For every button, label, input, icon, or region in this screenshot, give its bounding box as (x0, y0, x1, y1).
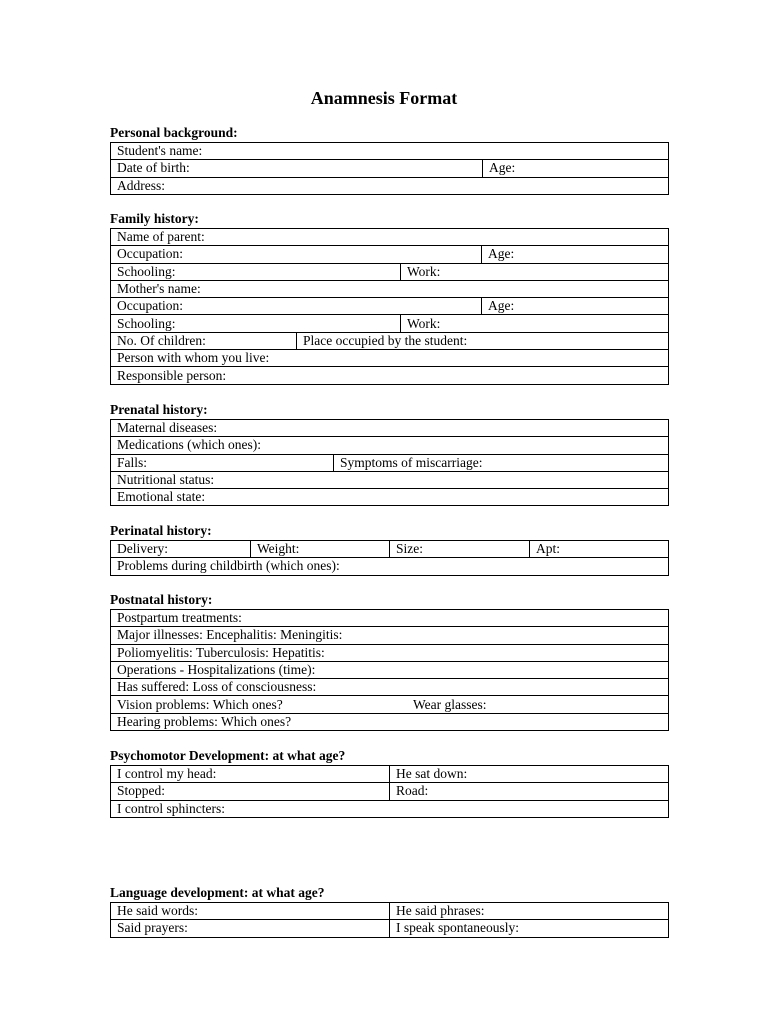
form-field[interactable] (111, 298, 482, 315)
field-label: Delivery: (117, 541, 168, 557)
form-row (111, 696, 669, 713)
field-label: Date of birth: (117, 160, 190, 176)
form-field[interactable] (111, 558, 669, 575)
field-label: Apt: (536, 541, 561, 557)
form-field[interactable] (390, 766, 669, 783)
form-field[interactable] (334, 454, 669, 471)
form-row (111, 229, 669, 246)
form-row (111, 610, 669, 627)
field-label: Symptoms of miscarriage: (340, 454, 483, 470)
perinatal-history-table (110, 540, 669, 576)
form-row (111, 903, 669, 920)
field-label: He said phrases: (396, 903, 485, 919)
form-field[interactable] (111, 696, 669, 713)
form-row (111, 489, 669, 506)
page-title: Anamnesis Format (310, 88, 458, 108)
field-label: Problems during childbirth (which ones): (117, 558, 340, 574)
field-label: Schooling: (117, 263, 176, 279)
form-field[interactable] (390, 920, 669, 937)
prenatal-history-heading: Prenatal history: (110, 402, 208, 417)
form-row (111, 332, 669, 349)
form-row (111, 437, 669, 454)
field-label: Major illnesses: Encephalitis: Meningitis: (117, 627, 343, 643)
form-field[interactable] (111, 920, 390, 937)
field-label: Work: (407, 315, 441, 331)
form-row (111, 679, 669, 696)
field-label: I speak spontaneously: (396, 920, 519, 936)
field-label: I control sphincters: (117, 800, 225, 816)
form-field[interactable] (111, 177, 669, 194)
language-development-heading: Language development: at what age? (110, 885, 325, 900)
form-field[interactable] (111, 489, 669, 506)
form-field[interactable] (482, 298, 669, 315)
form-row (111, 627, 669, 644)
form-field[interactable] (111, 454, 334, 471)
form-field[interactable] (111, 627, 669, 644)
field-label: Work: (407, 263, 441, 279)
form-field[interactable] (111, 420, 669, 437)
form-field[interactable] (111, 541, 251, 558)
form-field[interactable] (111, 766, 390, 783)
field-label: Age: (489, 160, 516, 176)
field-label: Emotional state: (117, 489, 206, 505)
language-development-table (110, 902, 669, 938)
form-row (111, 920, 669, 937)
form-field[interactable] (111, 713, 669, 730)
form-field[interactable] (482, 246, 669, 263)
field-label: Said prayers: (117, 920, 188, 936)
form-row (111, 298, 669, 315)
field-label: I control my head: (117, 766, 217, 782)
prenatal-history-table (110, 419, 669, 506)
family-history-table (110, 228, 669, 385)
form-field[interactable] (297, 332, 669, 349)
form-row (111, 766, 669, 783)
field-label: Has suffered: Loss of consciousness: (117, 679, 317, 695)
form-field[interactable] (111, 315, 401, 332)
field-label: Weight: (257, 541, 300, 557)
field-label: Wear glasses: (413, 696, 487, 712)
form-field[interactable] (390, 783, 669, 800)
form-row (111, 160, 669, 177)
form-field[interactable] (401, 263, 669, 280)
field-label: Age: (488, 298, 515, 314)
field-label: Name of parent: (117, 229, 205, 245)
form-field[interactable] (111, 332, 297, 349)
field-label: Maternal diseases: (117, 420, 218, 436)
field-label: Poliomyelitis: Tuberculosis: Hepatitis: (117, 644, 325, 660)
field-label: Occupation: (117, 298, 183, 314)
form-field[interactable] (111, 246, 482, 263)
form-field[interactable] (111, 644, 669, 661)
field-label: Vision problems: Which ones? (117, 696, 283, 712)
field-label: Size: (396, 541, 423, 557)
field-label: He sat down: (396, 766, 468, 782)
form-row (111, 471, 669, 488)
field-label: Operations - Hospitalizations (time): (117, 662, 316, 678)
form-field[interactable] (111, 903, 390, 920)
form-field[interactable] (111, 471, 669, 488)
form-row (111, 420, 669, 437)
form-field[interactable] (111, 350, 669, 367)
field-label: Age: (488, 246, 515, 262)
form-row (111, 315, 669, 332)
field-label: Medications (which ones): (117, 437, 261, 453)
form-row (111, 454, 669, 471)
form-row (111, 558, 669, 575)
field-label: Mother's name: (117, 281, 201, 297)
form-row (111, 350, 669, 367)
field-label: Falls: (117, 454, 148, 470)
form-field[interactable] (111, 229, 669, 246)
form-row (111, 263, 669, 280)
field-label: Person with whom you live: (117, 350, 270, 366)
field-label: Stopped: (117, 783, 166, 799)
form-row (111, 541, 669, 558)
form-row (111, 800, 669, 817)
form-row (111, 246, 669, 263)
field-label: Occupation: (117, 246, 183, 262)
form-field[interactable] (483, 160, 669, 177)
form-field[interactable] (111, 143, 669, 160)
psychomotor-development-heading: Psychomotor Development: at what age? (110, 748, 346, 763)
form-field[interactable] (111, 160, 483, 177)
form-field[interactable] (111, 610, 669, 627)
form-row (111, 661, 669, 678)
form-field[interactable] (251, 541, 390, 558)
field-label: Postpartum treatments: (117, 610, 242, 626)
field-label: Nutritional status: (117, 472, 215, 488)
form-row (111, 177, 669, 194)
field-label: Hearing problems: Which ones? (117, 713, 292, 729)
form-row (111, 783, 669, 800)
form-field[interactable] (111, 661, 669, 678)
personal-background-table (110, 142, 669, 195)
form-field[interactable] (390, 903, 669, 920)
field-label: Schooling: (117, 315, 176, 331)
perinatal-history-heading: Perinatal history: (110, 523, 212, 538)
form-row (111, 143, 669, 160)
field-label: Student's name: (117, 143, 203, 159)
form-field[interactable] (111, 263, 401, 280)
form-field[interactable] (111, 437, 669, 454)
form-row (111, 713, 669, 730)
form-row (111, 367, 669, 384)
form-field[interactable] (111, 783, 390, 800)
field-label: He said words: (117, 903, 198, 919)
form-field[interactable] (111, 800, 669, 817)
form-field[interactable] (111, 679, 669, 696)
form-field[interactable] (530, 541, 669, 558)
form-row (111, 280, 669, 297)
form-field[interactable] (111, 280, 669, 297)
postnatal-history-table (110, 609, 669, 731)
form-field[interactable] (401, 315, 669, 332)
field-label: Road: (396, 783, 429, 799)
psychomotor-development-table (110, 765, 669, 818)
postnatal-history-heading: Postnatal history: (110, 592, 213, 607)
field-label: Responsible person: (117, 367, 227, 383)
family-history-heading: Family history: (110, 211, 199, 226)
form-row (111, 644, 669, 661)
personal-background-heading: Personal background: (110, 125, 238, 140)
field-label: Place occupied by the student: (303, 332, 468, 348)
form-field[interactable] (390, 541, 530, 558)
field-label: No. Of children: (117, 332, 206, 348)
form-field[interactable] (111, 367, 669, 384)
field-label: Address: (117, 177, 165, 193)
